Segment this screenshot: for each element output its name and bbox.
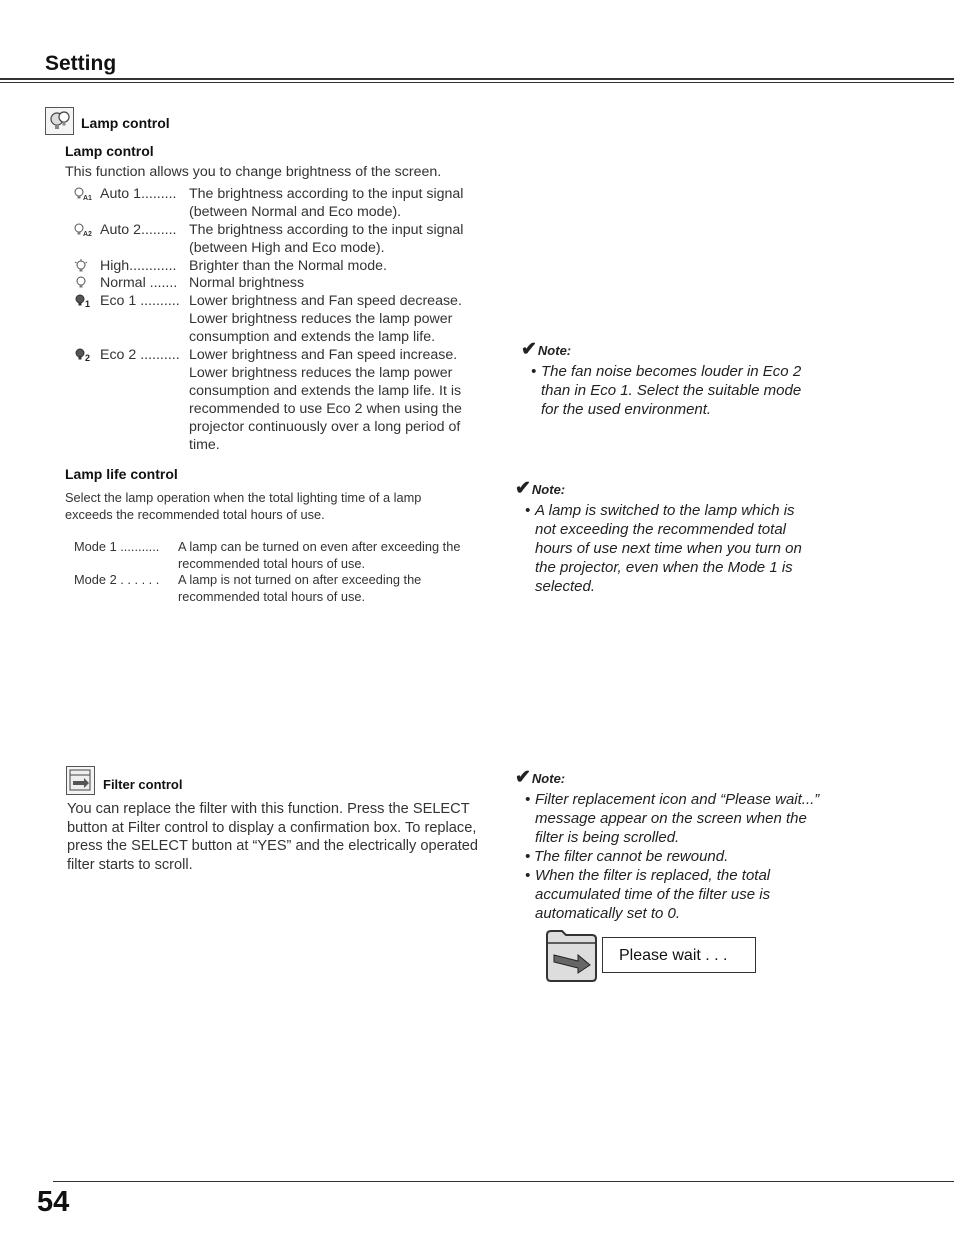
lamp-mode-desc: The brightness according to the input signal (between High and Eco mode). <box>189 222 464 256</box>
note-bullet: • The fan noise becomes louder in Eco 2 than in Eco 1. Select the suitable mode for the used environment. <box>531 363 802 418</box>
checkmark-icon: ✔ <box>515 478 531 499</box>
header-rule <box>0 78 954 80</box>
lamp-auto2-icon <box>74 223 96 237</box>
note-heading: ✔Note: <box>521 339 572 360</box>
lamp-control-intro: This function allows you to change brightness of the screen. <box>65 164 442 180</box>
mode-desc: A lamp can be turned on even after exceeding the recommended total hours of use. <box>178 539 461 571</box>
lamp-high-icon <box>74 259 96 273</box>
svg-text:A1: A1 <box>83 195 92 201</box>
section-title-lamp-control: Lamp control <box>81 115 170 131</box>
note-body <box>525 501 817 596</box>
mode-desc: A lamp is not turned on after exceeding the recommended total hours of use. <box>178 572 422 604</box>
lamp-mode-label: Eco 2 .......... <box>100 347 180 363</box>
please-wait-box: Please wait . . . <box>602 937 756 973</box>
svg-text:2: 2 <box>85 353 91 362</box>
note-heading: ✔Note: <box>515 478 566 499</box>
lamp-mode-label: Normal ....... <box>100 275 178 291</box>
lamp-mode-label: High............ <box>100 258 177 274</box>
note-bullet: • The filter cannot be rewound. <box>525 848 729 865</box>
footer-rule <box>53 1181 954 1182</box>
note-body <box>531 362 821 419</box>
note-body <box>525 790 823 923</box>
lamp-auto1-icon <box>74 187 96 201</box>
filter-control-body: You can replace the filter with this function. Press the SELECT button at Filter control to display a confirmation box. To replace, press the SELECT button at “YES” and the electrically operated filter starts to scroll. <box>67 801 479 874</box>
note-bullet: • A lamp is switched to the lamp which is not exceeding the recommended total hours of use next time when you turn on the projector, even when the Mode 1 is selected. <box>525 502 802 595</box>
lamp-normal-icon <box>74 276 96 290</box>
subtitle-lamp-control: Lamp control <box>65 143 154 159</box>
mode-label: Mode 2 . . . . . . <box>74 572 160 587</box>
lamp-mode-label: Auto 1......... <box>100 186 177 202</box>
lamp-mode-desc: Brighter than the Normal mode. <box>189 258 387 274</box>
page-number: 54 <box>37 1186 70 1218</box>
svg-text:A2: A2 <box>83 231 92 237</box>
lamp-control-icon <box>45 107 74 135</box>
lamp-mode-label: Eco 1 .......... <box>100 293 180 309</box>
mode-label: Mode 1 ........... <box>74 539 160 554</box>
lamp-mode-desc: Lower brightness and Fan speed increase. Lower brightness reduces the lamp power consumption and extends the lamp life. It is recommended to use Eco 2 when using the projector continuously over a long period of time. <box>189 347 462 453</box>
lamp-eco1-icon <box>74 294 96 308</box>
section-title-filter-control: Filter control <box>103 777 183 792</box>
note-bullet: • When the filter is replaced, the total accumulated time of the filter use is automatically set to 0. <box>525 867 771 922</box>
checkmark-icon: ✔ <box>521 339 537 360</box>
lamp-life-intro: Select the lamp operation when the total lighting time of a lamp exceeds the recommended total hours of use. <box>65 490 422 522</box>
filter-control-icon <box>66 766 95 795</box>
lamp-mode-desc: The brightness according to the input signal (between Normal and Eco mode). <box>189 186 464 220</box>
page-title: Setting <box>45 52 117 75</box>
checkmark-icon: ✔ <box>515 767 531 788</box>
lamp-mode-label: Auto 2......... <box>100 222 177 238</box>
lamp-mode-desc: Lower brightness and Fan speed decrease. Lower brightness reduces the lamp power consumption and extends the lamp life. <box>189 293 462 345</box>
lamp-mode-desc: Normal brightness <box>189 275 305 291</box>
filter-scroll-icon <box>542 927 598 983</box>
header-rule-thin <box>0 82 954 83</box>
svg-text:1: 1 <box>85 299 91 308</box>
note-bullet: • Filter replacement icon and “Please wait...” message appear on the screen when the filter is being scrolled. <box>525 791 820 846</box>
note-heading: ✔Note: <box>515 767 566 788</box>
lamp-eco2-icon <box>74 348 96 362</box>
subtitle-lamp-life-control: Lamp life control <box>65 466 178 482</box>
